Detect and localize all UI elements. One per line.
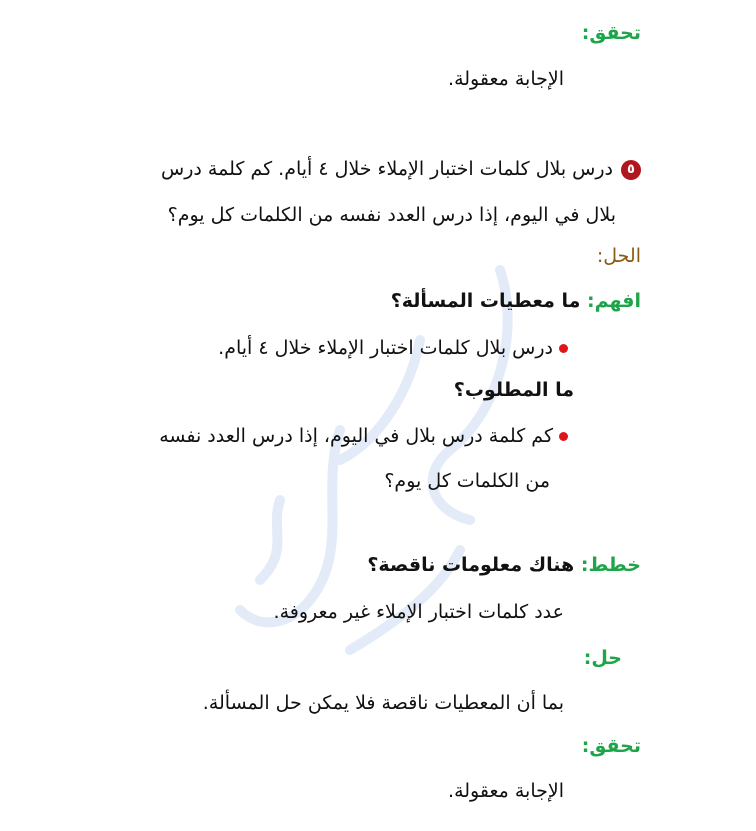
- problem-text-1: درس بلال كلمات اختبار الإملاء خلال ٤ أيام. كم كلمة درس: [161, 158, 613, 180]
- given-text: درس بلال كلمات اختبار الإملاء خلال ٤ أيام.: [218, 337, 553, 359]
- required-item: [159, 421, 568, 451]
- check-text: الإجابة معقولة.: [448, 780, 564, 802]
- check-label-top: تحقق:: [581, 22, 641, 44]
- check-label: تحقق:: [581, 735, 641, 757]
- given-item: [218, 333, 568, 363]
- understand-label: افهم:: [587, 290, 641, 312]
- required-text-2: من الكلمات كل يوم؟: [384, 470, 550, 492]
- plan-question: هناك معلومات ناقصة؟: [367, 554, 575, 576]
- understand-question: ما معطيات المسألة؟: [390, 290, 581, 312]
- plan-text: عدد كلمات اختبار الإملاء غير معروفة.: [273, 601, 564, 623]
- problem-line-2: بلال في اليوم، إذا درس العدد نفسه من الكلمات كل يوم؟: [167, 204, 616, 226]
- plan-line: [367, 550, 641, 580]
- plan-label: خطط:: [580, 554, 641, 576]
- understand-line: [391, 286, 641, 316]
- problem-number-badge: ٥: [621, 160, 641, 180]
- check-text-top: الإجابة معقولة.: [448, 68, 564, 90]
- solve-label: حل:: [583, 647, 622, 669]
- bullet-icon: [559, 344, 568, 353]
- problem-line-1: [161, 154, 641, 184]
- required-text-1: كم كلمة درس بلال في اليوم، إذا درس العدد نفسه: [159, 425, 553, 447]
- solve-text: بما أن المعطيات ناقصة فلا يمكن حل المسألة.: [202, 692, 564, 714]
- bullet-icon: [559, 432, 568, 441]
- solution-label: الحل:: [596, 245, 641, 267]
- required-question: ما المطلوب؟: [453, 379, 574, 401]
